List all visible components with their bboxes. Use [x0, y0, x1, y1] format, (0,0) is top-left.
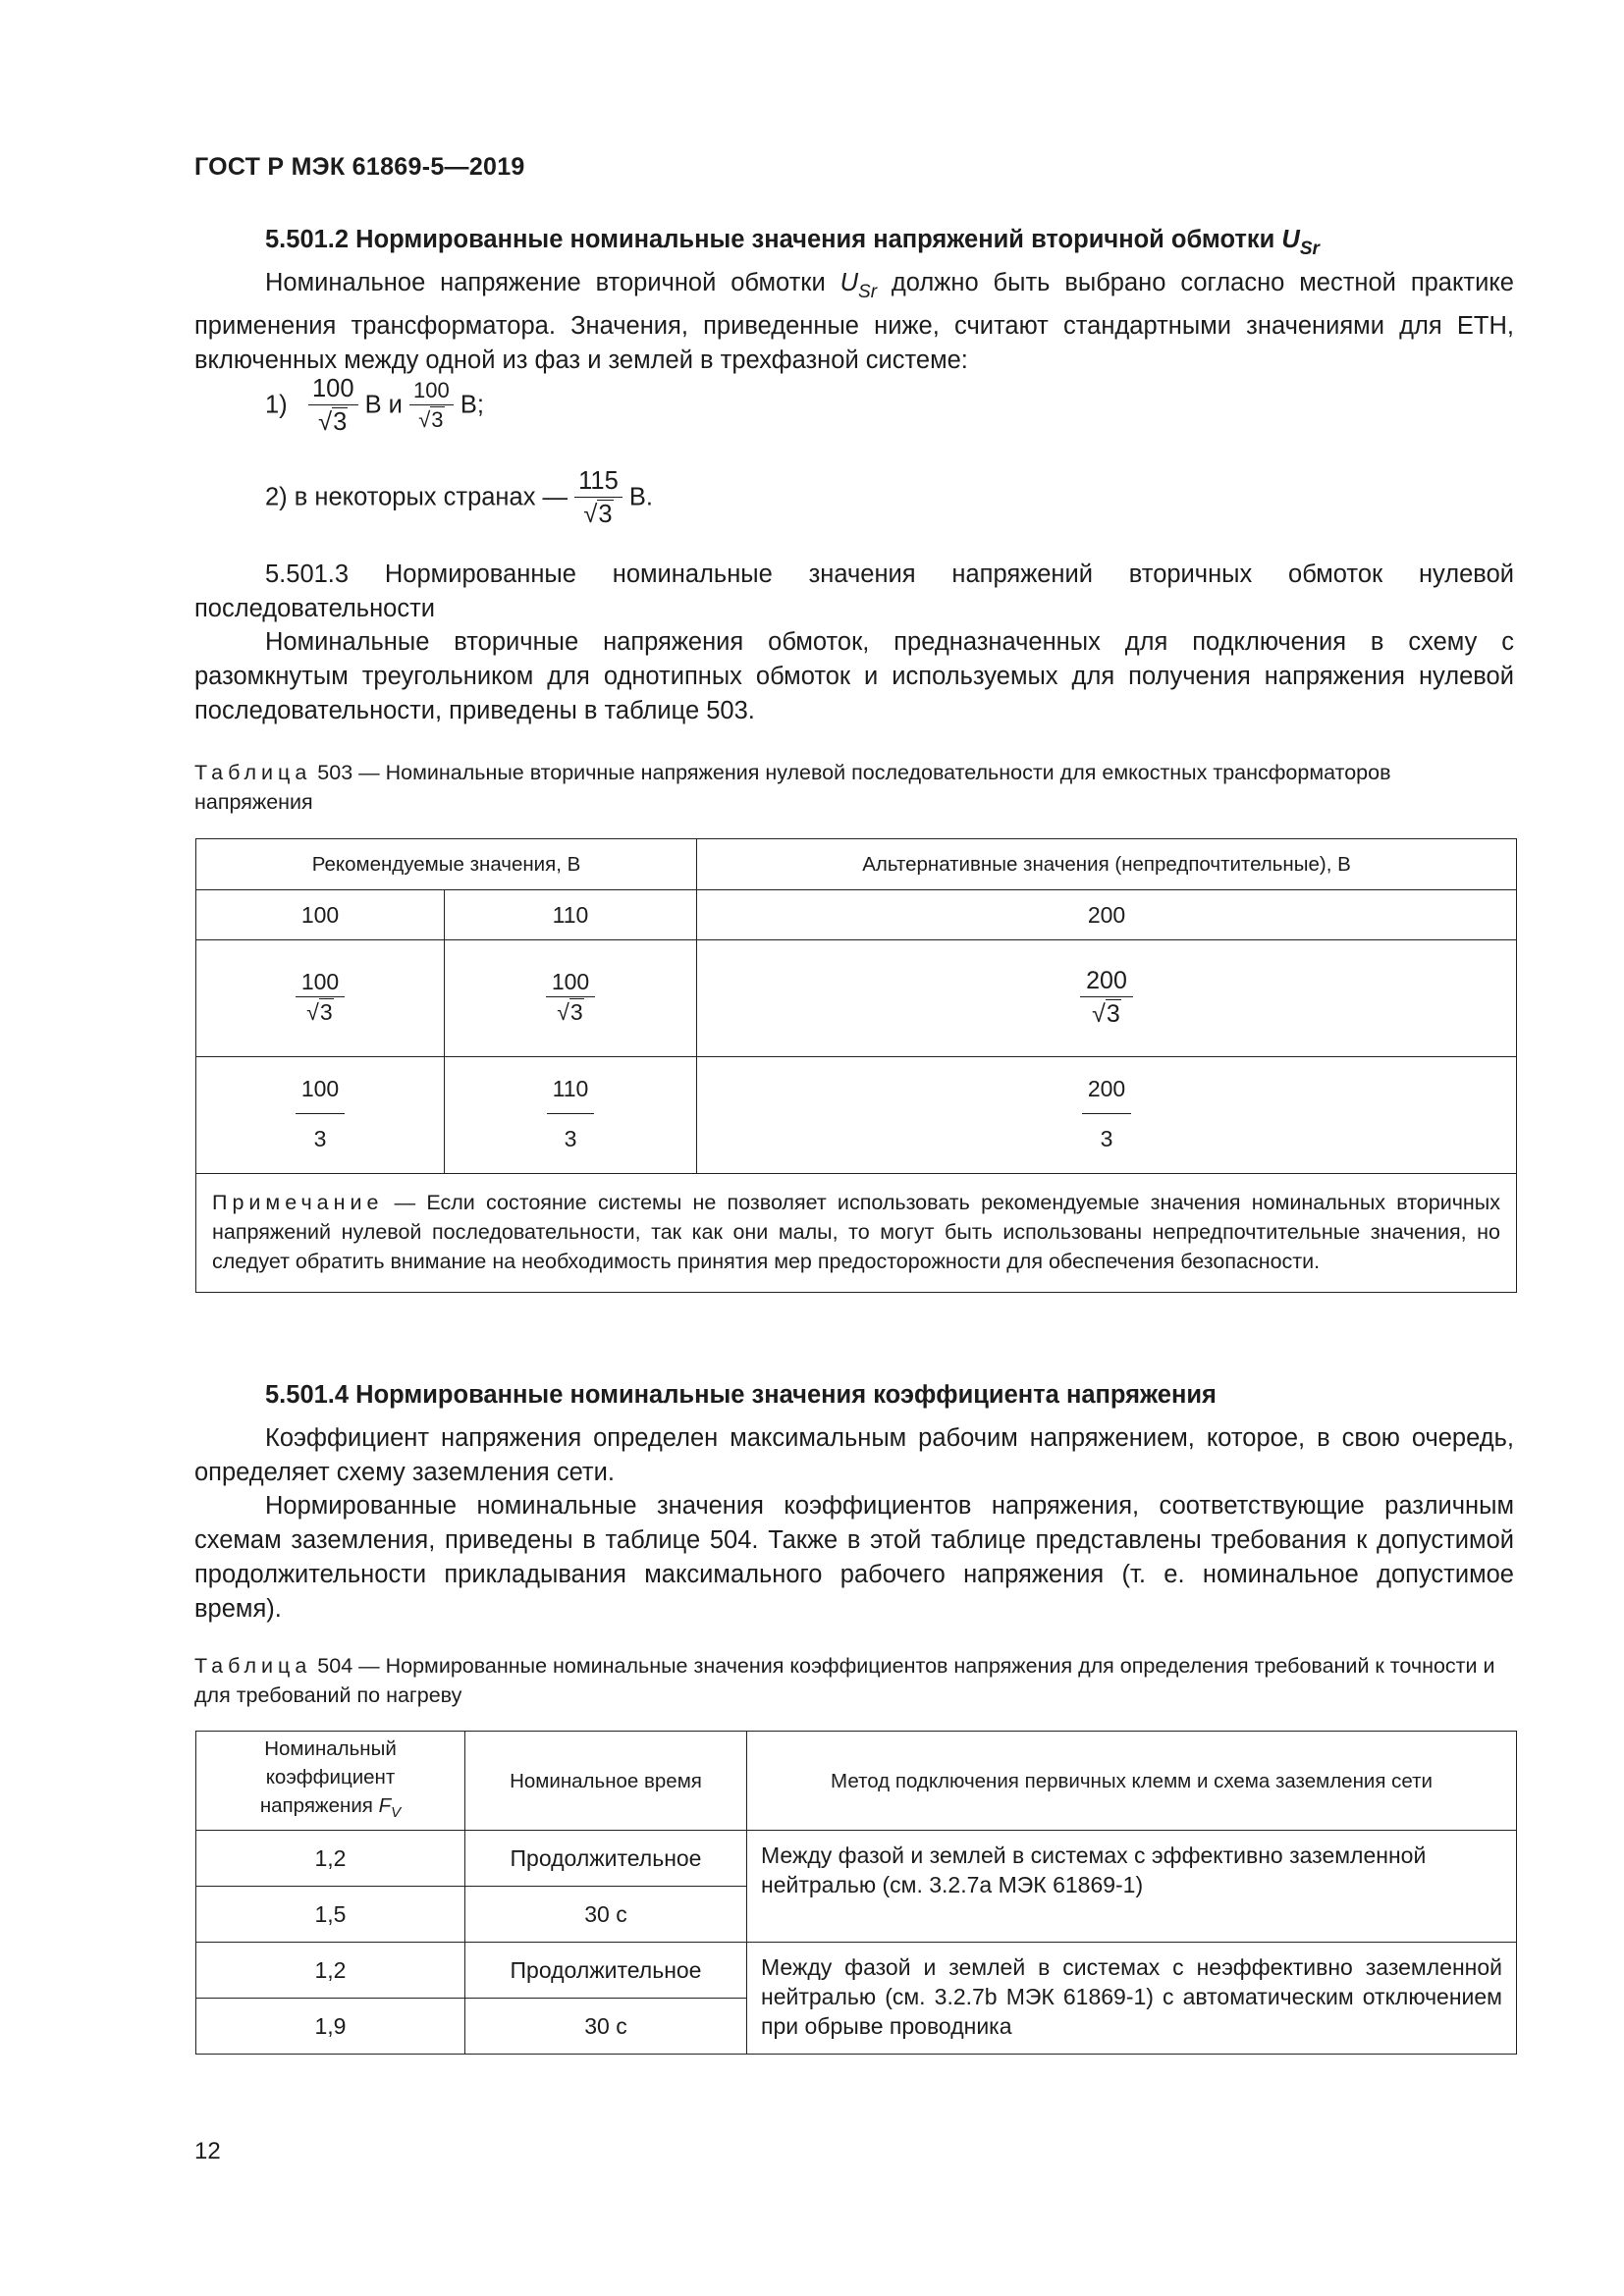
radicand: 3: [319, 999, 333, 1026]
fraction-numerator: 110: [547, 1077, 595, 1114]
fraction-denominator: 3: [564, 1126, 577, 1152]
table-cell-method: Между фазой и землей в системах с неэффективно заземленной нейтралью (см. 3.2.7b МЭК 61869-1) с автоматическим отключением при обрыве проводника: [747, 1943, 1517, 2055]
table-row: [196, 1943, 1517, 1999]
header-line: Номинальный: [264, 1737, 397, 1760]
section-5-501-4-paragraph-2: Нормированные номинальные значения коэффициентов напряжения, соответствующие различным схемам заземления, приведены в таблице 504. Также в этой таблице представлены требования к допустимой продолжительности прикладывания максимального рабочего напряжения (т. е. номинальное допустимое время).: [194, 1492, 1514, 1623]
fraction-denominator: √3: [583, 501, 613, 529]
table-cell: 100: [196, 890, 445, 940]
fraction-denominator: √3: [557, 999, 583, 1026]
table-cell: 1,2: [196, 1943, 465, 1999]
item-end: В.: [628, 483, 653, 511]
table-cell: 1,2: [196, 1831, 465, 1887]
header-rated-time: Номинальное время: [465, 1732, 747, 1831]
table-cell-method: Между фазой и землей в системах с эффективно заземленной нейтралью (см. 3.2.7а МЭК 61869-1): [747, 1831, 1517, 1943]
note-text: — Если состояние системы не позволяет использовать рекомендуемые значения номинальных вторичных напряжений нулевой последовательности, так как они малы, то могут быть использованы непредпочтительные значения, но следует обратить внимание на необходимость принятия мер предосторожности для обеспечения безопасности.: [212, 1191, 1500, 1273]
fraction-numerator: 115: [574, 467, 623, 498]
radicand: 3: [598, 501, 613, 529]
fraction-denominator: √3: [318, 408, 348, 437]
fraction: [547, 1077, 595, 1153]
fraction-numerator: 100: [546, 970, 595, 997]
table-cell: 1,9: [196, 1999, 465, 2055]
table-503: [195, 838, 1517, 1293]
fraction-denominator: √3: [418, 407, 444, 433]
table-header-row: [196, 1732, 1517, 1831]
header-recommended: Рекомендуемые значения, В: [196, 839, 697, 890]
table-row: [196, 940, 1517, 1057]
table-cell: Продолжительное: [465, 1831, 747, 1887]
page-number: 12: [194, 2138, 221, 2164]
item-mid: В и: [364, 391, 403, 419]
formula-item-1: [265, 375, 854, 438]
item-end: В;: [460, 391, 484, 419]
item-prefix: 2) в некоторых странах —: [265, 483, 568, 511]
table-cell: 1,5: [196, 1887, 465, 1943]
paragraph-part-a: Номинальное напряжение вторичной обмотки: [265, 269, 840, 296]
symbol-u: U: [839, 269, 859, 296]
table-cell: [196, 1057, 445, 1174]
table-cell: 30 с: [465, 1999, 747, 2055]
section-5-501-3-paragraph: Номинальные вторичные напряжения обмоток, предназначенных для подключения в схему с разомкнутым треугольником для однотипных обмоток и используемых для получения напряжения нулевой последовательности, приведены в таблице 503.: [194, 628, 1514, 724]
note-label: Примечание: [212, 1191, 384, 1214]
radicand: 3: [569, 999, 583, 1026]
table-row: [196, 1057, 1517, 1174]
header-line: напряжения: [259, 1794, 379, 1817]
symbol-subscript: V: [391, 1804, 402, 1821]
header-line: коэффициент: [265, 1766, 396, 1789]
item-prefix: 1): [265, 391, 288, 419]
table-504-caption: [194, 1651, 1514, 1710]
header-rated-factor: [196, 1732, 465, 1831]
fraction-numerator: 200: [1082, 1077, 1131, 1114]
radicand: 3: [431, 407, 444, 433]
table-note-row: [196, 1174, 1517, 1293]
section-5-501-4-paragraph-1: Коэффициент напряжения определен максимальным рабочим напряжением, которое, в свою очередь, определяет схему заземления сети.: [194, 1424, 1514, 1486]
fraction-numerator: 100: [296, 970, 345, 997]
symbol-u: U: [1281, 226, 1300, 253]
fraction: [296, 1077, 345, 1153]
table-cell: Продолжительное: [465, 1943, 747, 1999]
fraction: [1080, 968, 1133, 1030]
caption-text: 504 — Нормированные номинальные значения коэффициентов напряжения для определения требований к точности и для требований по нагреву: [194, 1654, 1495, 1707]
section-5-501-2-paragraph: [194, 266, 1514, 378]
table-cell: [697, 940, 1517, 1057]
fraction: [409, 379, 454, 434]
fraction-numerator: 100: [409, 379, 454, 405]
table-cell: 200: [697, 890, 1517, 940]
header-connection-method: Метод подключения первичных клемм и схема заземления сети: [747, 1732, 1517, 1831]
table-503-caption: [194, 758, 1514, 817]
fraction: [1082, 1077, 1131, 1153]
caption-label: Таблица: [194, 1654, 312, 1678]
table-row: [196, 1831, 1517, 1887]
fraction-numerator: 100: [296, 1077, 345, 1114]
table-504: [195, 1731, 1517, 2055]
table-cell: 30 с: [465, 1887, 747, 1943]
fraction-denominator: √3: [1092, 1000, 1120, 1029]
radicand: 3: [1106, 1000, 1120, 1029]
table-row: [196, 890, 1517, 940]
fraction-denominator: √3: [306, 999, 333, 1026]
table-cell: 110: [445, 890, 697, 940]
fraction-numerator: 200: [1080, 968, 1133, 998]
radicand: 3: [333, 408, 348, 437]
table-cell: [445, 940, 697, 1057]
fraction: [546, 970, 595, 1027]
symbol-f: F: [378, 1794, 392, 1817]
document-header: ГОСТ Р МЭК 61869-5—2019: [194, 153, 525, 181]
fraction-denominator: 3: [313, 1126, 327, 1152]
caption-text: 503 — Номинальные вторичные напряжения нулевой последовательности для емкостных трансформаторов напряжения: [194, 761, 1391, 814]
section-title-text: 5.501.2 Нормированные номинальные значения напряжений вторичной обмотки: [265, 226, 1282, 253]
fraction: [308, 375, 358, 438]
fraction-denominator: 3: [1100, 1126, 1113, 1152]
caption-label: Таблица: [194, 761, 312, 784]
table-cell: [697, 1057, 1517, 1174]
section-5-501-2-title: [194, 223, 1514, 266]
fraction: [296, 970, 345, 1027]
section-5-501-4-title: 5.501.4 Нормированные номинальные значения коэффициента напряжения: [265, 1381, 1217, 1409]
header-alternative: Альтернативные значения (непредпочтительные), В: [697, 839, 1517, 890]
fraction: [574, 467, 623, 530]
paragraph-part-b: должно быть выбрано согласно местной практике применения трансформатора. Значения, приведенные ниже, считают стандартными значениями для ЕТН, включенных между одной из фаз и землей в трехфазной системе:: [194, 269, 1514, 374]
formula-item-2: [265, 467, 952, 530]
fraction-numerator: 100: [308, 375, 358, 405]
table-cell: [445, 1057, 697, 1174]
table-note: [196, 1174, 1517, 1293]
section-5-501-3-title: 5.501.3 Нормированные номинальные значения напряжений вторичных обмоток нулевой последовательности: [194, 561, 1514, 622]
table-cell: [196, 940, 445, 1057]
symbol-subscript: Sr: [858, 282, 878, 302]
symbol-subscript: Sr: [1299, 239, 1320, 259]
